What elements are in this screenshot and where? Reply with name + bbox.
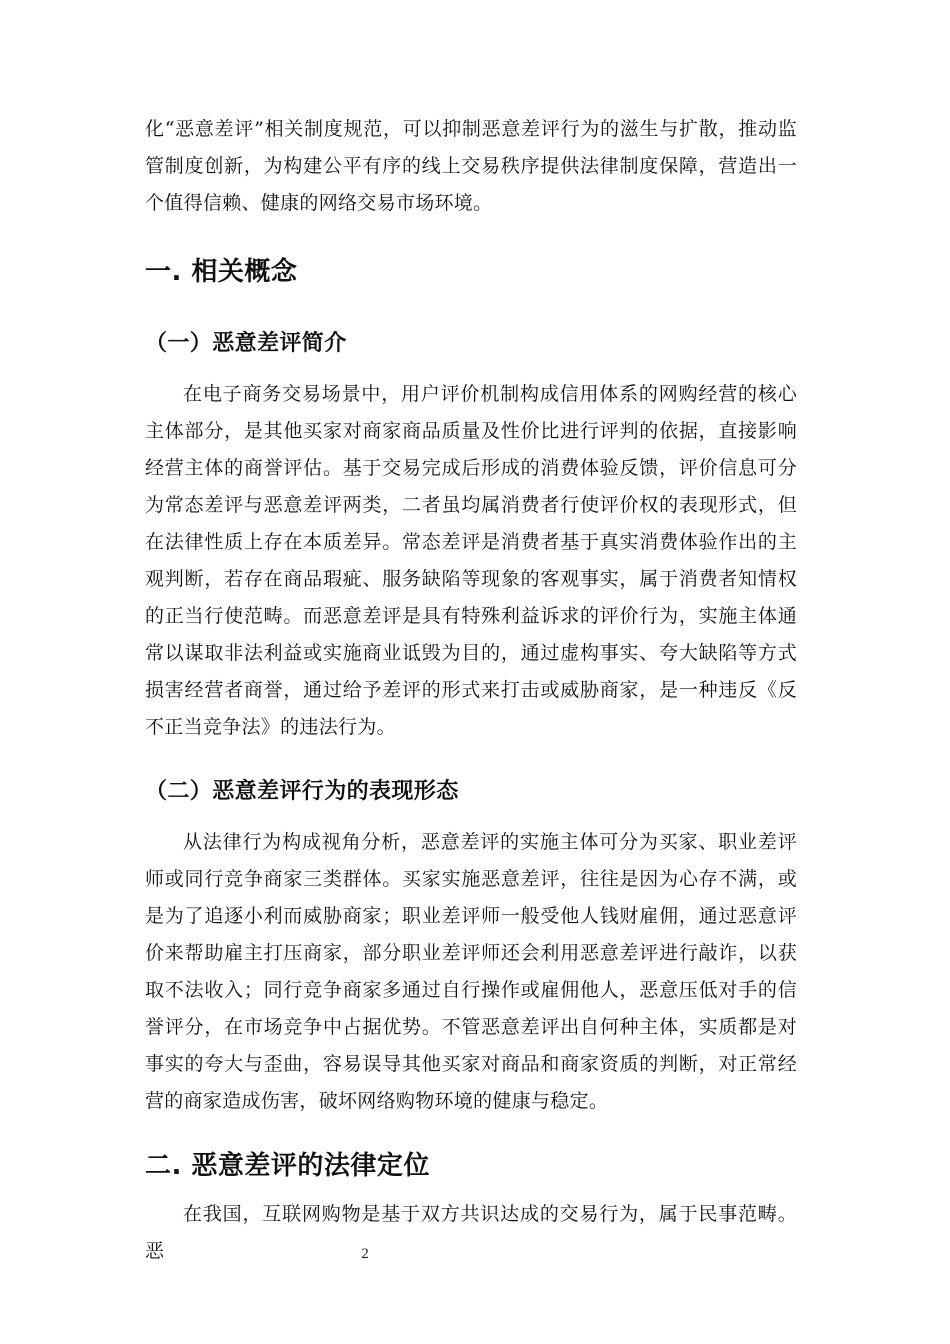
page-number: 2 xyxy=(361,1246,369,1262)
subsection-1-1-paragraph: 在电子商务交易场景中，用户评价机制构成信用体系的网购经营的核心主体部分，是其他买家对商家商品质量及性价比进行评判的依据，直接影响经营主体的商誉评估。基于交易完成后形成的消费体验反馈，评价信息可分为常态差评与恶意差评两类，二者虽均属消费者行使评价权的表现形式，但在法律性质上存在本质差异。常态差评是消费者基于真实消费体验作出的主观判断，若存在商品瑕疵、服务缺陷等现象的客观事实，属于消费者知情权的正当行使范畴。而恶意差评是具有特殊利益诉求的评价行为，实施主体通常以谋取非法利益或实施商业诋毁为目的，通过虚构事实、夸大缺陷等方式损害经营者商誉，通过给予差评的形式来打击或威胁商家，是一种违反《反不正当竞争法》的违法行为。 xyxy=(145,383,797,738)
section-heading-1: 一. 相关概念 xyxy=(145,257,298,287)
subsection-1-2-paragraph: 从法律行为构成视角分析，恶意差评的实施主体可分为买家、职业差评师或同行竞争商家三类群体。买家实施恶意差评，往往是因为心存不满，或是为了追逐小利而威胁商家；职业差评师一般受他人钱财雇佣，通过恶意评价来帮助雇主打压商家，部分职业差评师还会利用恶意差评进行敲诈，以获取不法收入；同行竞争商家多通过自行操作或雇佣他人，恶意压低对手的信誉评分，在市场竞争中占据优势。不管恶意差评出自何种主体，实质都是对事实的夸大与歪曲，容易误导其他买家对商品和商家资质的判断，对正常经营的商家造成伤害，破坏网络购物环境的健康与稳定。 xyxy=(145,831,797,1112)
section-2-paragraph: 在我国，互联网购物是基于双方共识达成的交易行为，属于民事范畴。恶 xyxy=(145,1203,797,1262)
section-heading-2: 二. 恶意差评的法律定位 xyxy=(145,1151,430,1181)
subsection-heading-1-2: （二）恶意差评行为的表现形态 xyxy=(145,778,459,804)
subsection-heading-1-1: （一）恶意差评简介 xyxy=(145,330,347,356)
intro-paragraph: 化“恶意差评”相关制度规范，可以抑制恶意差评行为的滋生与扩散，推动监管制度创新，为构建公平有序的线上交易秩序提供法律制度保障，营造出一个值得信赖、健康的网络交易市场环境。 xyxy=(145,118,797,214)
page-content xyxy=(145,111,797,1270)
